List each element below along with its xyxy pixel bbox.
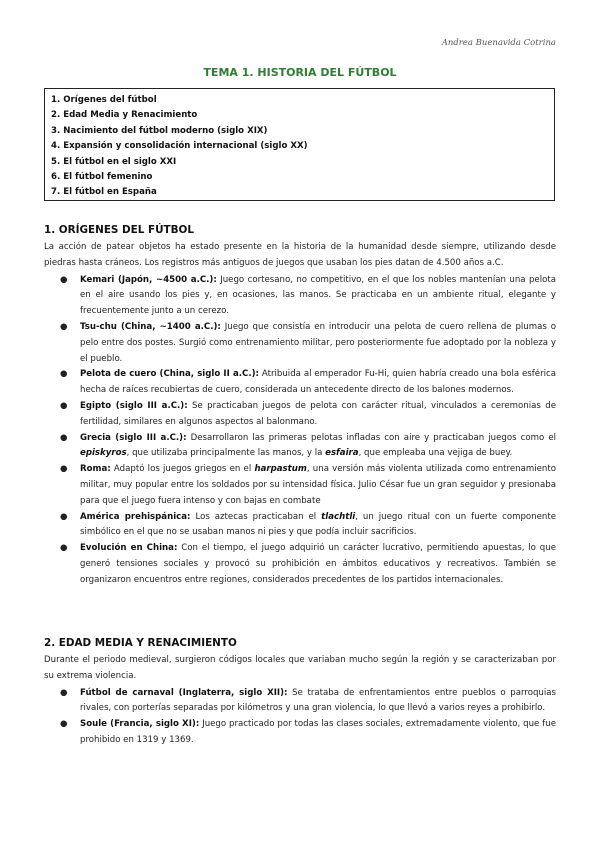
toc-item: 4. Expansión y consolidación internacional (siglo XX) [51, 141, 308, 152]
table-of-contents [44, 88, 555, 201]
list-item: ● América prehispánica: Los aztecas practicaban el tlachtli, un juego ritual con un fuerte componente simbólico en el que no se usaban manos ni pies y que podía incluir sacrificios. [60, 511, 556, 538]
page-title: TEMA 1. HISTORIA DEL FÚTBOL [203, 66, 397, 79]
list-item: ● Roma: Adaptó los juegos griegos en el harpastum, una versión más violenta utilizada como entrenamiento militar, muy popular entre los soldados por su intensidad física. Julio César fue un gran seguidor y presionaba para que el juego fuera intenso y con bajas en combate [60, 464, 556, 506]
toc-item: 5. El fútbol en el siglo XXI [51, 156, 177, 167]
toc-item: 1. Orígenes del fútbol [51, 95, 157, 105]
section-intro: Durante el periodo medieval, surgieron códigos locales que variaban mucho según la región y se caracterizaban por su extrema violencia. [44, 655, 556, 681]
section-edad-media [44, 637, 556, 749]
toc-item: 2. Edad Media y Renacimiento [51, 110, 198, 121]
toc-item: 7. El fútbol en España [51, 187, 157, 198]
section-title: 2. EDAD MEDIA Y RENACIMIENTO [44, 637, 237, 649]
list-item: ● Soule (Francia, siglo XI): Juego practicado por todas las clases sociales, extremadamente violento, que fue prohibido en 1319 y 1369. [60, 719, 556, 745]
list-item: ● Evolución en China: Con el tiempo, el juego adquirió un carácter lucrativo, permitiendo apuestas, lo que generó tensiones sociales y provocó su prohibición en ámbitos educativos y recreativos. También se organizaron encuentros entre regiones, considerados precedentes de los partidos internacionales. [60, 543, 556, 585]
list-item: ● Kemari (Japón, ~4500 a.C.): Juego cortesano, no competitivo, en el que los nobles mantenían una pelota en el aire usando los pies y, en ocasiones, las manos. Se practicaba en un ambiente ritual, elegante y frecuentemente junto a un cerezo. [60, 274, 556, 317]
bullet-list [44, 273, 556, 589]
toc-item: 3. Nacimiento del fútbol moderno (siglo XIX) [51, 125, 268, 136]
toc-item: 6. El fútbol femenino [51, 172, 153, 183]
list-item: ● Fútbol de carnaval (Inglaterra, siglo XII): Se trataba de enfrentamientos entre pueblos o parroquias rivales, con porterías separadas por kilómetros y una gran violencia, lo que llevó a varios reyes a prohibirlo. [60, 687, 556, 714]
section-origenes [44, 224, 556, 589]
bullet-list [44, 686, 556, 749]
section-intro: La acción de patear objetos ha estado presente en la historia de la humanidad desde siempre, utilizando desde piedras hasta cráneos. Los registros más antiguos de juegos que usaban los pies datan de 4.500 años a.C. [44, 242, 556, 268]
author-name: Andrea Buenavida Cotrina [441, 38, 556, 48]
list-item: ● Tsu-chu (China, ~1400 a.C.): Juego que consistía en introducir una pelota de cuero rellena de plumas o pelo entre dos postes. Surgió como entrenamiento militar, pero posteriormente fue adoptado por la nobleza y el pueblo. [60, 321, 556, 364]
section-title: 1. ORÍGENES DEL FÚTBOL [44, 224, 194, 236]
list-item: ● Egipto (siglo III a.C.): Se practicaban juegos de pelota con carácter ritual, vinculados a ceremonias de fertilidad, similares en algunos aspectos al balonmano. [60, 400, 556, 427]
list-item: ● Pelota de cuero (China, siglo II a.C.): Atribuida al emperador Fu-Hi, quien habría creado una bola esférica hecha de raíces recubiertas de cuero, considerada un antecedente directo de los balones modernos. [60, 369, 556, 396]
list-item: ● Grecia (siglo III a.C.): Desarrollaron las primeras pelotas infladas con aire y practicaban juegos como el episkyros, que utilizaba principalmente las manos, y la esfaira, que empleaba una vejiga de buey. [60, 432, 556, 459]
